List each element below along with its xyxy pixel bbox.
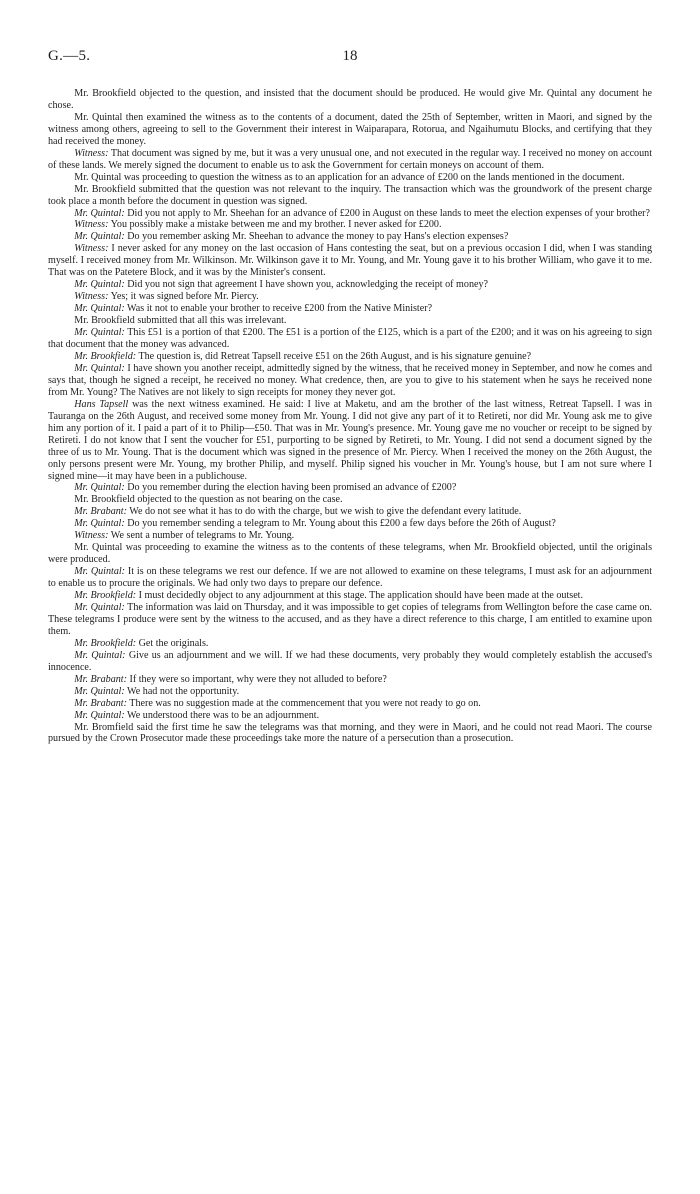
speaker-name: Mr. Quintal: [74,709,125,721]
document-body [48,88,652,745]
paragraph [48,315,652,327]
paragraph-text: We sent a number of telegrams to Mr. Young. [108,530,295,542]
paragraph [48,231,652,243]
speaker-name: Mr. Quintal: [74,566,126,578]
paragraph-text: I never asked for any money on the last occasion of Hans contesting the seat, but on a previous occasion I did, when I was standing myself. I received money from Mr. Wilkinson. Mr. Wilkinson gave it to Mr. Young, and Mr. Young gave it to his brother William, who gave it to me. That was on the Patetere Block, and it was by the Minister's consent. [48,243,652,279]
paragraph-text: Mr. Brookfield submitted that the question was not relevant to the inquiry. The transaction which was the groundwork of the present charge took place a month before the document in question was signed. [48,183,652,207]
paragraph-text: Do you remember asking Mr. Sheehan to advance the money to pay Hans's election expenses? [124,231,509,243]
paragraph-text: The information was laid on Thursday, and it was impossible to get copies of telegrams from Wellington before the case came on. These telegrams I produce were sent by the witness to the accused, and as they have a direct reference to this charge, I am entitled to examine upon them. [48,601,653,637]
paragraph [48,638,652,650]
paragraph-text: I have shown you another receipt, admittedly signed by the witness, that he received money in September, and now he comes and says that, though he signed a receipt, he received no money. What credence, then, are you to give to his statement when he says he received none from Mr. Young? The Natives are not likely to sign receipts for money they never got. [48,362,652,398]
paragraph [48,722,652,746]
paragraph-text: We do not see what it has to do with the charge, but we wish to give the defendant every latitude. [126,506,522,518]
speaker-name: Mr. Quintal: [74,362,125,374]
paragraph [48,291,652,303]
paragraph-text: You possibly make a mistake between me and my brother. I never asked for £200. [108,219,442,231]
paragraph [48,590,652,602]
speaker-name: Mr. Quintal: [74,601,125,613]
speaker-name: Hans Tapsell [74,398,129,410]
paragraph-text: Mr. Bromfield said the first time he saw the telegrams was that morning, and they were in Maori, and he could not read Maori. The course pursued by the Crown Prosecutor made these proceedings take more the nature of a persecution than a prosecution. [48,721,652,745]
paragraph-text: We had not the opportunity. [124,685,240,697]
speaker-name: Mr. Quintal: [74,303,125,315]
paragraph [48,530,652,542]
paragraph-text: If they were so important, why were they not alluded to before? [126,673,387,685]
paragraph [48,148,652,172]
paragraph [48,351,652,363]
paragraph [48,674,652,686]
speaker-name: Mr. Quintal: [74,518,125,530]
paragraph [48,363,652,399]
paragraph [48,303,652,315]
paragraph-text: Do you remember during the election having been promised an advance of £200? [124,482,457,494]
speaker-name: Witness: [74,291,109,303]
paragraph [48,686,652,698]
paragraph-text: Mr. Quintal then examined the witness as to the contents of a document, dated the 25th of September, written in Maori, and signed by the witness among others, agreeing to sell to the Government their interest in Waiparapara, Rotorua, and Ngaihumutu Blocks, and certifying that they had received the money. [48,111,652,147]
paragraph-text: It is on these telegrams we rest our defence. If we are not allowed to examine on these telegrams, I must ask for an adjournment to enable us to procure the originals. We had only two days to prepare our defence. [48,566,652,590]
paragraph [48,494,652,506]
paragraph [48,172,652,184]
paragraph [48,219,652,231]
paragraph [48,88,652,112]
paragraph [48,243,652,279]
paragraph [48,602,652,638]
paragraph-text: Do you remember sending a telegram to Mr. Young about this £200 a few days before the 26th of August? [124,518,556,530]
speaker-name: Mr. Quintal: [74,207,125,219]
paragraph-text: Mr. Quintal was proceeding to question the witness as to an application for an advance of £200 on the lands mentioned in the document. [74,171,625,183]
paragraph-text: Get the originals. [136,637,209,649]
paragraph [48,518,652,530]
paragraph [48,710,652,722]
paragraph-text: Give us an adjournment and we will. If we had these documents, very probably they would completely establish the accused's innocence. [48,649,653,673]
speaker-name: Mr. Quintal: [74,685,125,697]
paragraph-text: Mr. Brookfield objected to the question as not bearing on the case. [74,494,343,506]
paragraph [48,279,652,291]
paragraph-text: Did you not sign that agreement I have shown you, acknowledging the receipt of money? [124,279,488,291]
speaker-name: Witness: [74,243,109,255]
paragraph [48,399,652,483]
paragraph-text: There was no suggestion made at the commencement that you were not ready to go on. [126,697,481,709]
paragraph [48,698,652,710]
speaker-name: Witness: [74,219,109,231]
speaker-name: Mr. Brookfield: [74,590,137,602]
speaker-name: Witness: [74,147,109,159]
document-reference: G.—5. [48,48,91,64]
paragraph-text: Did you not apply to Mr. Sheehan for an advance of £200 in August on these lands to meet the election expenses of your brother? [124,207,651,219]
page-header [48,48,652,76]
paragraph [48,327,652,351]
paragraph-text: was the next witness examined. He said: I live at Maketu, and am the brother of the last witness, Retreat Tapsell. I was in Tauranga on the 26th August, and received some money from Mr. Young. I did not give any part of it to Retireti, nor did Mr. Young ask me to give him any portion of it. I paid a part of it to Philip—£50. That was in Mr. Young's presence. Mr. Young gave me no voucher or receipt to be signed by Retireti. I do not know that I sent the voucher for £51, purporting to be signed by Retireti, to Mr. Young. I did not send a document signed by the three of us to Mr. Young. That is the document which was signed in the presence of Mr. Piercy. When I received the money on the 26th August, the only persons present were Mr. Young, my brother Philip, and myself. Philip signed his voucher in Mr. Young's house, but I am not sure where I signed mine—it may have been in a publichouse. [48,398,652,482]
speaker-name: Mr. Quintal: [74,279,125,291]
paragraph [48,184,652,208]
speaker-name: Mr. Brabant: [74,673,127,685]
speaker-name: Mr. Brabant: [74,506,127,518]
paragraph-text: We understood there was to be an adjournment. [124,709,320,721]
paragraph-text: Yes; it was signed before Mr. Piercy. [108,291,259,303]
paragraph-text: Was it not to enable your brother to receive £200 from the Native Minister? [124,303,433,315]
page-number: 18 [342,48,358,64]
speaker-name: Witness: [74,530,109,542]
paragraph [48,506,652,518]
paragraph [48,566,652,590]
speaker-name: Mr. Quintal: [74,649,126,661]
speaker-name: Mr. Quintal: [74,231,125,243]
speaker-name: Mr. Quintal: [74,327,125,339]
paragraph-text: This £51 is a portion of that £200. The £51 is a portion of the £125, which is a part of the £200; and it was on his agreeing to sign that document that the money was advanced. [48,327,653,351]
paragraph-text: The question is, did Retreat Tapsell receive £51 on the 26th August, and is his signature genuine? [136,350,532,362]
paragraph-text: Mr. Brookfield objected to the question, and insisted that the document should be produced. He would give Mr. Quintal any document he chose. [48,88,652,111]
paragraph [48,112,652,148]
paragraph [48,482,652,494]
paragraph-text: That document was signed by me, but it was a very unusual one, and not executed in the regular way. I received no money on account of these lands. We merely signed the document to enable us to ask the Government for certain moneys on account of them. [48,147,652,171]
paragraph [48,208,652,220]
paragraph-text: Mr. Brookfield submitted that all this was irrelevant. [74,315,287,327]
speaker-name: Mr. Brookfield: [74,350,137,362]
paragraph [48,650,652,674]
paragraph-text: I must decidedly object to any adjournment at this stage. The application should have been made at the outset. [136,590,584,602]
paragraph-text: Mr. Quintal was proceeding to examine the witness as to the contents of these telegrams, when Mr. Brookfield objected, until the originals were produced. [48,542,652,566]
speaker-name: Mr. Brabant: [74,697,127,709]
speaker-name: Mr. Quintal: [74,482,125,494]
paragraph [48,542,652,566]
speaker-name: Mr. Brookfield: [74,637,137,649]
